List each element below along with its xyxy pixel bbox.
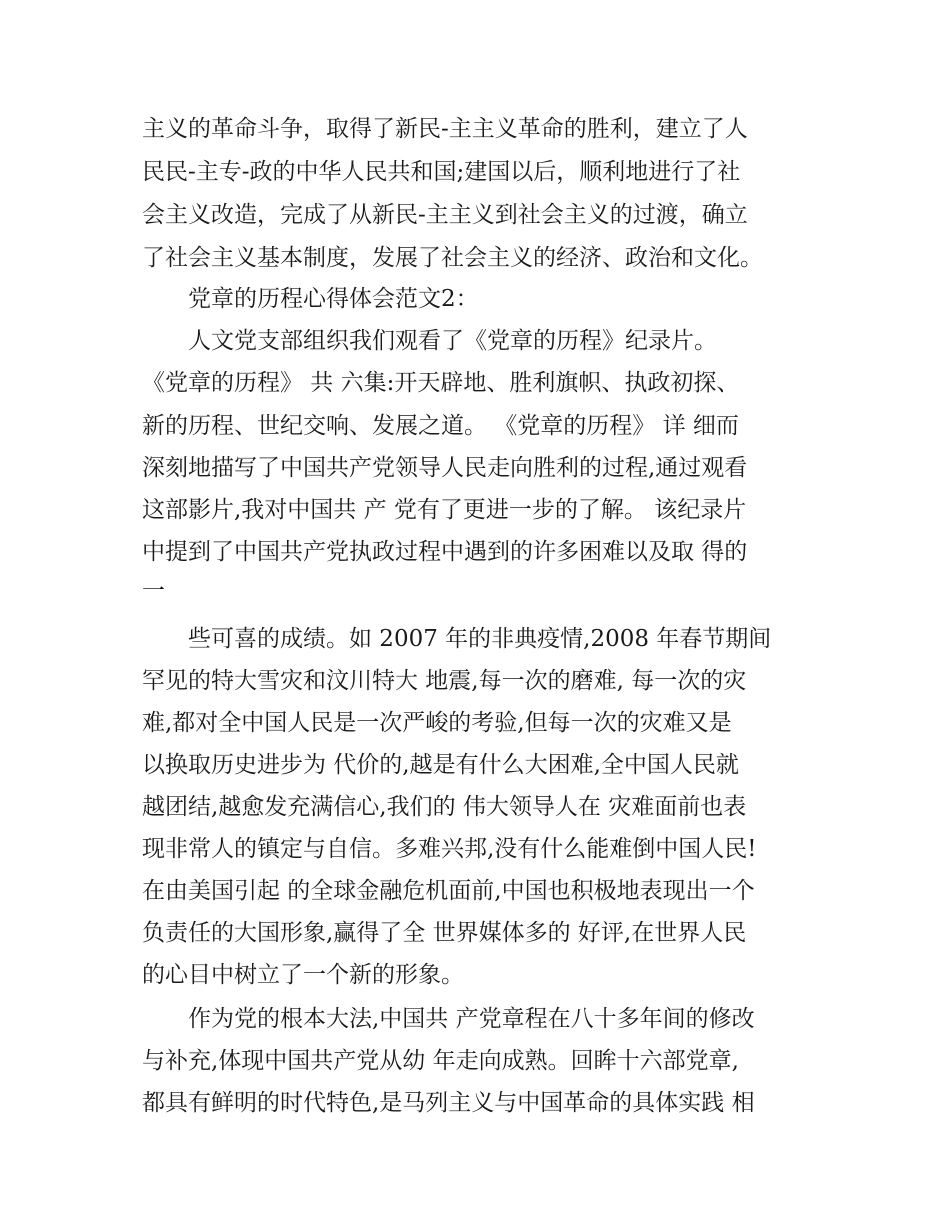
- text-line: 难,都对全中国人民是一次严峻的考验,但每一次的灾难又是: [142, 710, 732, 736]
- text-line: 民民-主专-政的中华人民共和国;建国以后，顺利地进行了社: [142, 159, 741, 185]
- text-line: 作为党的根本大法,中国共 产党章程在八十多年间的修改: [188, 1006, 755, 1032]
- text-line: 了社会主义基本制度，发展了社会主义的经济、政治和文化。: [142, 245, 763, 271]
- text-line: 些可喜的成绩。如 2007 年的非典疫情,2008 年春节期间: [188, 626, 772, 652]
- text-line: 以换取历史进步为 代价的,越是有什么大困难,全中国人民就: [142, 752, 739, 778]
- text-line: 负责任的大国形象,赢得了全 世界媒体多的 好评,在世界人民: [142, 920, 747, 946]
- text-line: 会主义改造，完成了从新民-主主义到社会主义的过渡，确立: [142, 202, 748, 228]
- text-line: 与补充,体现中国共产党从幼 年走向成熟。回眸十六部党章,: [142, 1048, 739, 1074]
- text-line: 一: [142, 578, 165, 604]
- text-line: 深刻地描写了中国共产党领导人民走向胜利的过程,通过观看: [142, 455, 748, 481]
- text-line: 罕见的特大雪灾和汶川特大 地震,每一次的磨难, 每一次的灾: [142, 668, 747, 694]
- text-line: 中提到了中国共产党执政过程中遇到的许多困难以及取 得的: [142, 539, 748, 565]
- text-line: 主义的革命斗争，取得了新民-主主义革命的胜利，建立了人: [142, 116, 748, 142]
- text-line: 都具有鲜明的时代特色,是马列主义与中国革命的具体实践 相: [142, 1090, 755, 1116]
- text-line: 人文党支部组织我们观看了《党章的历程》纪录片。: [188, 328, 717, 354]
- text-line: 《党章的历程》 共 六集:开天辟地、胜利旗帜、执政初探、: [142, 370, 740, 396]
- text-line: 越团结,越愈发充满信心,我们的 伟大领导人在 灾难面前也表: [142, 794, 747, 820]
- text-line: 这部影片,我对中国共 产 党有了更进一步的了解。 该纪录片: [142, 497, 747, 523]
- text-line: 现非常人的镇定与自信。多难兴邦,没有什么能难倒中国人民!: [142, 836, 757, 862]
- section-heading: 党章的历程心得体会范文2：: [188, 286, 479, 312]
- text-line: 在由美国引起 的全球金融危机面前,中国也积极地表现出一个: [142, 878, 755, 904]
- text-line: 的心目中树立了一个新的形象。: [142, 962, 464, 988]
- text-line: 新的历程、世纪交响、发展之道。 《党章的历程》 详 细而: [142, 413, 739, 439]
